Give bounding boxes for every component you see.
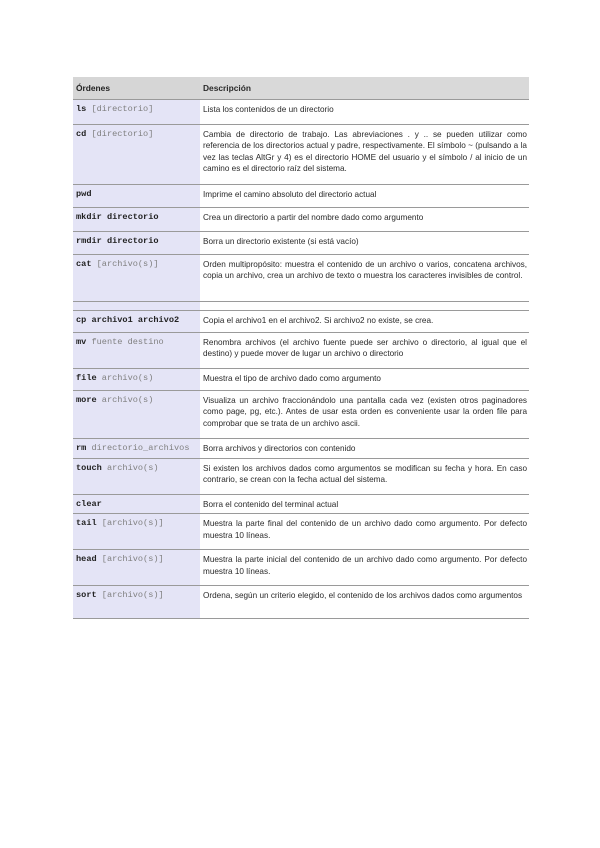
table-row xyxy=(73,333,529,369)
command-args: [directorio] xyxy=(86,104,154,115)
command-name: cat xyxy=(76,259,92,270)
description-cell: Borra archivos y directorios con contenido xyxy=(203,444,356,454)
table-row xyxy=(73,255,529,302)
description-cell: Borra un directorio existente (si está vacío) xyxy=(203,237,359,247)
command-name: more xyxy=(76,395,97,406)
description-cell: Imprime el camino absoluto del directorio actual xyxy=(203,190,377,200)
command-name: rmdir directorio xyxy=(76,236,159,247)
description-cell: Ordena, según un criterio elegido, el contenido de los archivos dados como argumentos xyxy=(203,591,523,601)
table-body-1 xyxy=(73,100,529,302)
table-row xyxy=(73,369,529,391)
description-cell: Visualiza un archivo fraccionándolo una pantalla cada vez (existen otros paginadores como page, pg, etc.). Antes de usar esta orden es conveniente usar la orden file para comprobar que se trata de un archivo ascii. xyxy=(203,396,527,428)
command-cell xyxy=(73,439,200,458)
header-description: Descripción xyxy=(200,77,529,99)
table-row xyxy=(73,311,529,333)
command-args: [archivo(s)] xyxy=(91,259,159,270)
command-name: pwd xyxy=(76,189,92,200)
description-cell: Crea un directorio a partir del nombre dado como argumento xyxy=(203,213,424,223)
command-cell xyxy=(73,100,200,124)
table-row xyxy=(73,100,529,125)
command-cell xyxy=(73,369,200,390)
command-cell xyxy=(73,586,200,618)
command-args: directorio_archivos xyxy=(86,443,190,454)
command-cell xyxy=(73,311,200,332)
command-args: archivo(s) xyxy=(96,373,154,384)
description-cell: Borra el contenido del terminal actual xyxy=(203,500,339,510)
description-cell: Muestra la parte inicial del contenido de un archivo dado como argumento. Por defecto muestra 10 líneas. xyxy=(203,555,527,576)
command-cell xyxy=(73,185,200,207)
command-cell xyxy=(73,255,200,301)
description-cell: Orden multipropósito: muestra el contenido de un archivo o varios, concatena archivos, copia un archivo, crea un archivo de texto o muestra los caracteres invisibles de control. xyxy=(203,260,527,281)
command-name: tail xyxy=(76,518,97,529)
description-cell: Muestra el tipo de archivo dado como argumento xyxy=(203,374,381,384)
command-name: rm xyxy=(76,443,87,454)
command-cell xyxy=(73,208,200,231)
command-cell xyxy=(73,514,200,549)
table-row xyxy=(73,185,529,208)
command-args: fuente destino xyxy=(86,337,164,348)
table-row xyxy=(73,459,529,495)
commands-table xyxy=(73,77,529,619)
table-row xyxy=(73,439,529,459)
command-cell xyxy=(73,333,200,368)
command-cell xyxy=(73,125,200,184)
table-row xyxy=(73,495,529,514)
gap-cell xyxy=(73,302,200,310)
description-cell: Si existen los archivos dados como argumentos se modifican su fecha y hora. En caso contrario, se crean con la fecha actual del sistema. xyxy=(203,464,527,485)
command-args: [archivo(s)] xyxy=(96,518,164,529)
command-name: file xyxy=(76,373,97,384)
command-name: cd xyxy=(76,129,87,140)
command-args: [directorio] xyxy=(86,129,154,140)
command-name: head xyxy=(76,554,97,565)
command-name: ls xyxy=(76,104,87,115)
gap-desc-cell xyxy=(200,302,529,310)
table-row xyxy=(73,125,529,185)
command-name: clear xyxy=(76,499,102,510)
command-args: archivo(s) xyxy=(96,395,154,406)
command-args: [archivo(s)] xyxy=(96,590,164,601)
table-body-2 xyxy=(73,311,529,619)
command-name: touch xyxy=(76,463,102,474)
description-cell: Lista los contenidos de un directorio xyxy=(203,105,334,115)
table-header xyxy=(73,77,529,100)
command-cell xyxy=(73,550,200,585)
command-args: [archivo(s)] xyxy=(96,554,164,565)
header-commands: Órdenes xyxy=(73,77,200,99)
command-args: archivo(s) xyxy=(101,463,159,474)
command-cell xyxy=(73,459,200,494)
command-name: sort xyxy=(76,590,97,601)
table-row xyxy=(73,208,529,232)
description-cell: Cambia de directorio de trabajo. Las abreviaciones . y .. se pueden utilizar como referencia de los directorios actual y padre, respectivamente. El símbolo ~ (pulsando a la vez las teclas AltGr y 4) es el directorio HOME del usuario y el símbolo / al inicio de un camino es el directorio raíz del sistema. xyxy=(203,130,527,173)
description-cell: Muestra la parte final del contenido de un archivo dado como argumento. Por defecto muestra 10 líneas. xyxy=(203,519,527,540)
command-name: mv xyxy=(76,337,87,348)
table-gap xyxy=(73,302,529,311)
table-row xyxy=(73,586,529,619)
command-name: cp archivo1 archivo2 xyxy=(76,315,180,326)
table-row xyxy=(73,232,529,255)
command-cell xyxy=(73,495,200,513)
table-row xyxy=(73,514,529,550)
table-row xyxy=(73,391,529,439)
table-row xyxy=(73,550,529,586)
command-cell xyxy=(73,232,200,254)
command-cell xyxy=(73,391,200,438)
description-cell: Renombra archivos (el archivo fuente puede ser archivo o directorio, al igual que el destino) y puede mover de lugar un archivo o directorio xyxy=(203,338,527,359)
description-cell: Copia el archivo1 en el archivo2. Si archivo2 no existe, se crea. xyxy=(203,316,434,326)
command-name: mkdir directorio xyxy=(76,212,159,223)
